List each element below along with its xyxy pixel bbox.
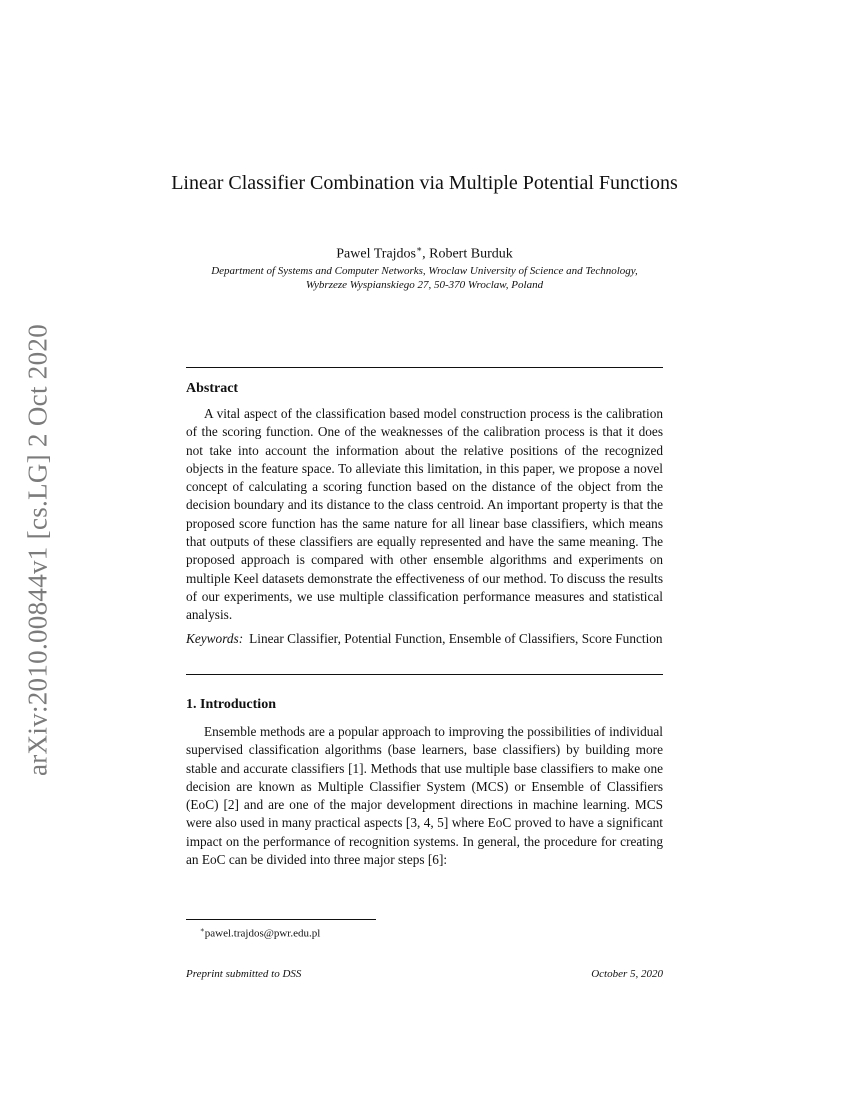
footnote <box>200 923 320 941</box>
arxiv-identifier-stamp: arXiv:2010.00844v1 [cs.LG] 2 Oct 2020 <box>22 323 53 777</box>
keywords <box>186 630 663 648</box>
introduction-body: Ensemble methods are a popular approach to improving the possibilities of individual supervised classification algorithms (base learners, base classifiers) by building more stable and accurate classifiers [1]. Methods that use multiple base classifiers to make one decision are known as Multiple Classifier System (MCS) or Ensemble of Classifiers (EoC) [2] and are one of the major development directions in machine learning. MCS were also used in many practical aspects [3, 4, 5] where EoC proved to have a significant impact on the performance of recognition systems. In general, the procedure for creating an EoC can be divided into three major steps [6]: <box>186 724 663 868</box>
footnote-mark: ∗ <box>200 926 205 934</box>
footer-date: October 5, 2020 <box>591 968 663 980</box>
footnote-email[interactable]: pawel.trajdos@pwr.edu.pl <box>204 927 321 940</box>
abstract-top-rule <box>186 367 663 368</box>
affiliation-line-2: Wybrzeze Wyspianskiego 27, 50-370 Wroclaw, Poland <box>305 279 544 291</box>
abstract-body: A vital aspect of the classification based model construction process is the calibration of the scoring function. One of the weaknesses of the calibration process is that it does not take into account the information about the relative positions of the recognized objects in the feature space. To alleviate this limitation, in this paper, we propose a novel concept of calculating a scoring function based on the distance of the object from the decision boundary and its distance to the class centroid. An important property is that the proposed score function has the same nature for all linear base classifiers, which means that outputs of these classifiers are equally represented and have the same meaning. The proposed approach is compared with other ensemble algorithms and experiments on multiple Keel datasets demonstrate the effectiveness of our method. To discuss the results of our experiments, we use multiple classification performance measures and statistical analysis. <box>186 406 663 623</box>
footer-preprint-note: Preprint submitted to DSS <box>186 968 302 980</box>
first-author: Pawel Trajdos <box>336 246 416 262</box>
affiliation-line-1: Department of Systems and Computer Networks, Wroclaw University of Science and Technology, <box>211 265 638 277</box>
footnote-rule <box>186 919 376 920</box>
second-author: , Robert Burduk <box>422 246 513 262</box>
author-affiliation <box>186 264 663 292</box>
keywords-label: Keywords: <box>186 631 244 646</box>
paper-page <box>171 0 678 1100</box>
paper-title: Linear Classifier Combination via Multiple Potential Functions <box>171 172 678 194</box>
paper-authors <box>186 240 663 264</box>
keywords-text: Linear Classifier, Potential Function, Ensemble of Classifiers, Score Function <box>249 631 663 646</box>
author-footnote-mark: ∗ <box>416 244 423 254</box>
introduction-heading: 1. Introduction <box>186 697 276 712</box>
abstract-bottom-rule <box>186 674 663 675</box>
abstract-heading: Abstract <box>186 381 239 396</box>
